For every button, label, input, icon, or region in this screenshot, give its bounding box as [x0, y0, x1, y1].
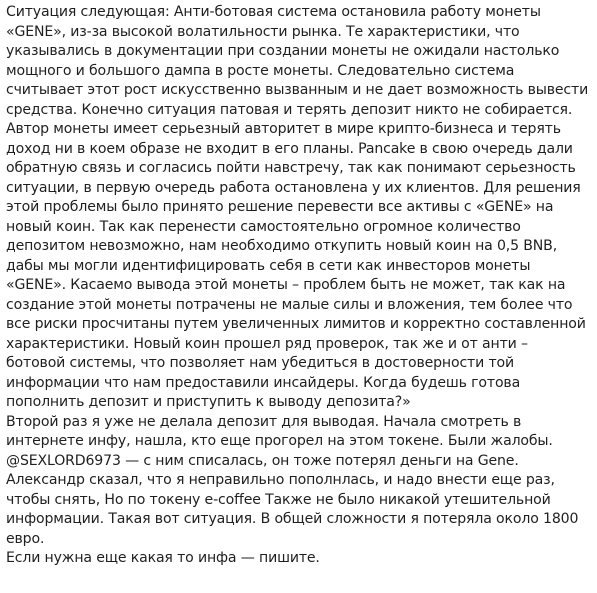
message-paragraph-2: Второй раз я уже не делала депозит для выводая. Начала смотреть в интернете инфу, нашла, кто еще прогорел на этом токене. Были жалобы. @SEXLORD6973 — с ним списалась, он тоже потерял деньги на Gene. Александр сказал, что я неправильно пополнлась, и надо внести еще раз, чтобы снять, Но по токену e-coffee Также не было никакой утешительной информации. Такая вот ситуация. В общей сложности я потеряла около 1800 евро.: [6, 413, 579, 547]
message-paragraph-3: Если нужна еще какая то инфа — пишите.: [6, 550, 320, 566]
message-paragraph-1: Ситуация следующая: Анти-ботовая система остановила работу монеты «GENE», из-за высокой волатильности рынка. Те характеристики, что указывались в документации при создании монеты не ожидали настолько мощного и большого дампа в росте монеты. Следовательно система считывает этот рост искусственно вызванным и не дает возможность вывести средства. Конечно ситуация патовая и терять депозит никто не собирается. Автор монеты имеет серьезный авторитет в мире крипто-бизнеса и терять доход ни в коем образе не входит в его планы. Pancake в свою очередь дали обратную связь и согласись пойти навстречу, так как понимают серьезность ситуации, в первую очередь работа остановлена у их клиентов. Для решения этой проблемы было принято решение перевести все активы с «GENE» на новый коин. Так как перенести самостоятельно огромное количество депозитом невозможно, нам необходимо откупить новый коин на 0,5 BNB, дабы мы могли идентифицировать себя в сети как инвесторов монеты «GENE». Касаемо вывода этой монеты – проблем быть не может, так как на создание этой монеты потрачены не малые силы и вложения, тем более что все риски просчитаны путем увеличенных лимитов и корректно составленной характеристики. Новый коин прошел ряд проверок, так же и от анти – ботовой системы, что позволяет нам убедиться в достоверности той информации что нам предоставили инсайдеры. Когда будешь готова пополнить депозит и приступить к выводу депозита?»: [6, 4, 589, 410]
